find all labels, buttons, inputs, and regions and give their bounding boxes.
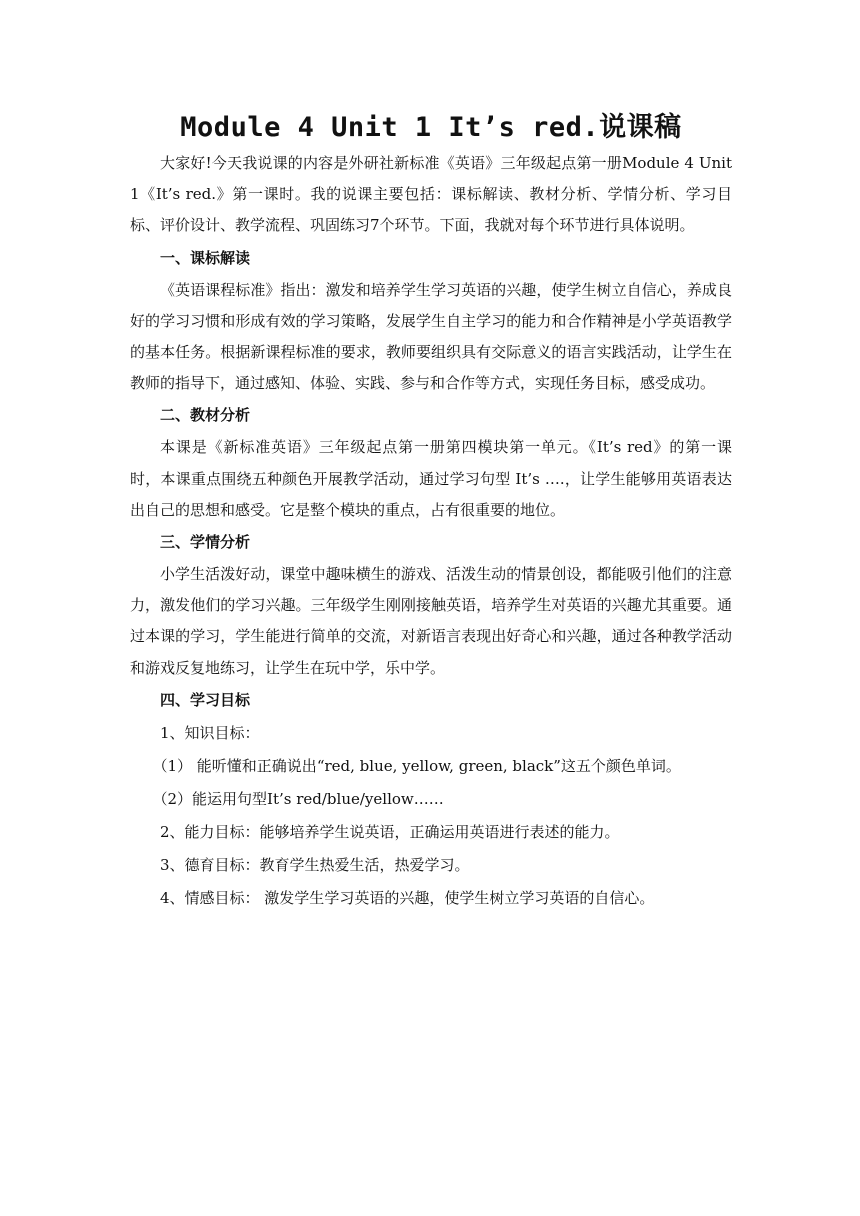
goal-ability: 2、能力目标：能够培养学生说英语，正确运用英语进行表述的能力。 (160, 822, 620, 841)
goal-moral: 3、德育目标：教育学生热爱生活，热爱学习。 (160, 855, 470, 874)
title-english: Module 4 Unit 1 It’s red. (180, 112, 600, 143)
goal-knowledge-label: 1、知识目标： (160, 723, 260, 742)
section-heading-material: 二、教材分析 (160, 406, 251, 425)
section-body-students: 小学生活泼好动，课堂中趣味横生的游戏、活泼生动的情景创设，都能吸引他们的注意力，激发他们的学习兴趣。三年级学生刚刚接触英语，培养学生对英语的兴趣尤其重要。通过本课的学习，学生能进行简单的交流，对新语言表现出好奇心和兴趣，通过各种教学活动和游戏反复地练习，让学生在玩中学，乐中学。 (130, 565, 732, 677)
goal-emotion: 4、情感目标： 激发学生学习英语的兴趣，使学生树立学习英语的自信心。 (160, 888, 655, 907)
goal-knowledge-item-1: （1） 能听懂和正确说出“red, blue, yellow, green, black”这五个颜色单词。 (152, 756, 681, 775)
section-body-material: 本课是《新标准英语》三年级起点第一册第四模块第一单元。《It’s red》的第一课时，本课重点围绕五种颜色开展教学活动，通过学习句型 It’s ….，让学生能够用英语表达出自己的思想和感受。它是整个模块的重点，占有很重要的地位。 (130, 438, 732, 519)
section-body-curriculum: 《英语课程标准》指出：激发和培养学生学习英语的兴趣，使学生树立自信心，养成良好的学习习惯和形成有效的学习策略，发展学生自主学习的能力和合作精神是小学英语教学的基本任务。根据新课程标准的要求，教师要组织具有交际意义的语言实践活动，让学生在教师的指导下，通过感知、体验、实践、参与和合作等方式，实现任务目标，感受成功。 (130, 280, 732, 393)
section-heading-students: 三、学情分析 (160, 533, 251, 552)
page-title (130, 108, 732, 148)
title-chinese: 说课稿 (599, 112, 682, 143)
intro-paragraph: 大家好!今天我说课的内容是外研社新标准《英语》三年级起点第一册Module 4 Unit1《It’s red.》第一课时。我的说课主要包括：课标解读、教材分析、学情分析、学习目标、评价设计、教学流程、巩固练习7个环节。下面，我就对每个环节进行具体说明。 (130, 154, 732, 235)
goal-knowledge-item-2: （2）能运用句型It’s red/blue/yellow…… (152, 789, 444, 808)
section-heading-goals: 四、学习目标 (160, 690, 251, 709)
document-body (130, 108, 732, 915)
section-heading-curriculum: 一、课标解读 (160, 248, 251, 267)
